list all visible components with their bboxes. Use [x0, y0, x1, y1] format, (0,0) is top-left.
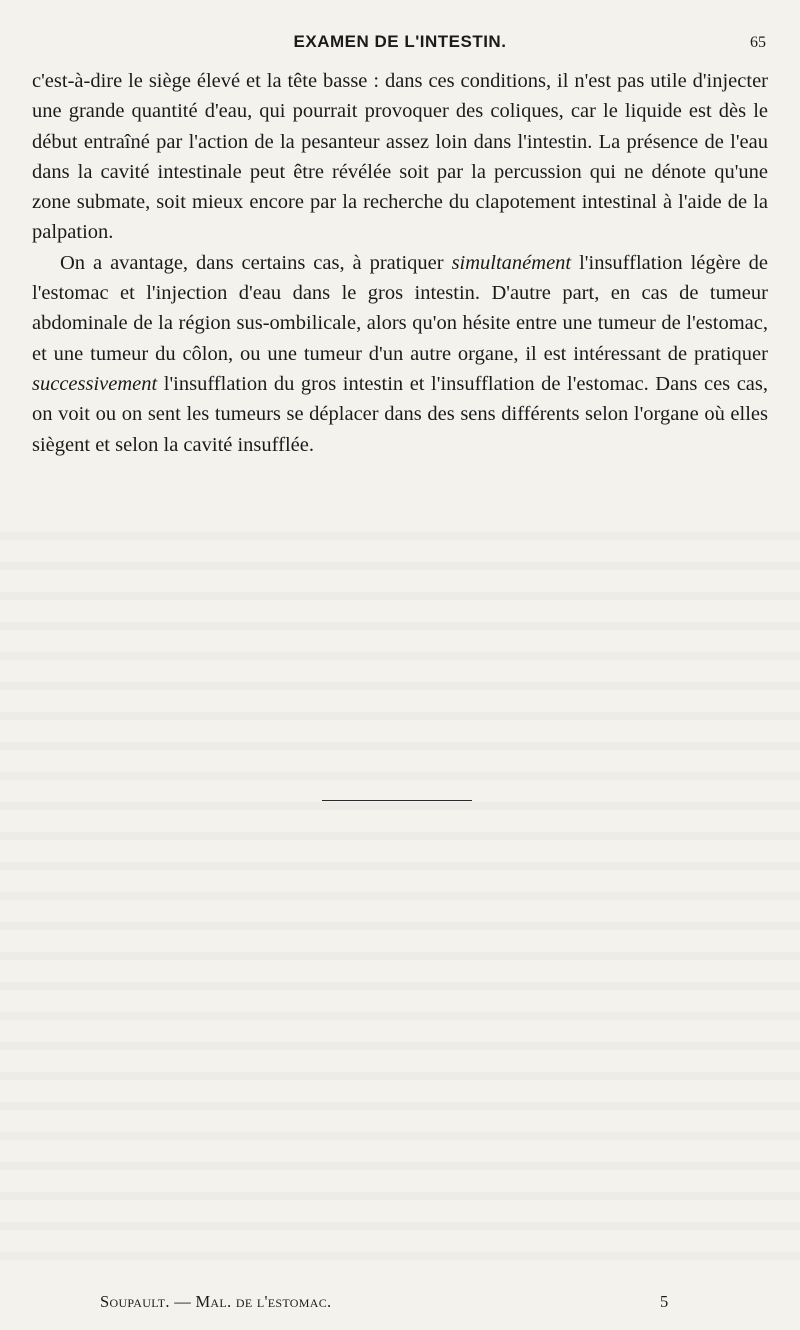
signature-mark: 5 — [660, 1292, 669, 1311]
signature-line: Soupault. — Mal. de l'estomac. — [100, 1292, 332, 1311]
italic-run: successivement — [32, 372, 158, 395]
page-footer — [0, 1288, 800, 1318]
paragraph-2 — [32, 248, 768, 460]
body-text — [32, 66, 768, 460]
text-run: c'est-à-dire le siège élevé et la tête basse : dans ces conditions, il n'est pas utile d'injecter une grande quantité d'eau, qui pourrait provoquer des coliques, car le liquide est dès le début entraîné par l'action de la pesanteur assez loin dans l'intestin. La présence de l'eau dans la cavité intestinale peut être révélée soit par la percussion qui ne dénote qu'une zone submate, soit mieux encore par la recherche du clapotement intestinal à l'aide de la palpation. — [32, 70, 768, 244]
show-through-texture — [0, 510, 800, 1270]
page-title: EXAMEN DE L'INTESTIN. — [293, 32, 507, 51]
text-run: On a avantage, dans certains cas, à pratiquer — [60, 251, 452, 274]
italic-run: simultanément — [451, 251, 572, 274]
text-run: l'insufflation légère de l'estomac et l'injection d'eau dans le gros intestin. D'autre part, en cas de tumeur abdominale de la région sus-ombilicale, alors qu'on hésite entre une tumeur de l'estomac, et une tumeur du côlon, ou une tumeur d'un autre organe, il est intéressant de pratiquer — [32, 251, 768, 365]
page-number: 65 — [750, 34, 766, 51]
section-rule — [322, 800, 472, 801]
text-run: l'insufflation du gros intestin et l'insufflation de l'estomac. Dans ces cas, on voit ou on sent les tumeurs se déplacer dans des sens différents selon l'organe où elles siègent et selon la cavité insufflée. — [32, 372, 768, 456]
running-head — [0, 28, 800, 58]
paragraph-1 — [32, 66, 768, 248]
